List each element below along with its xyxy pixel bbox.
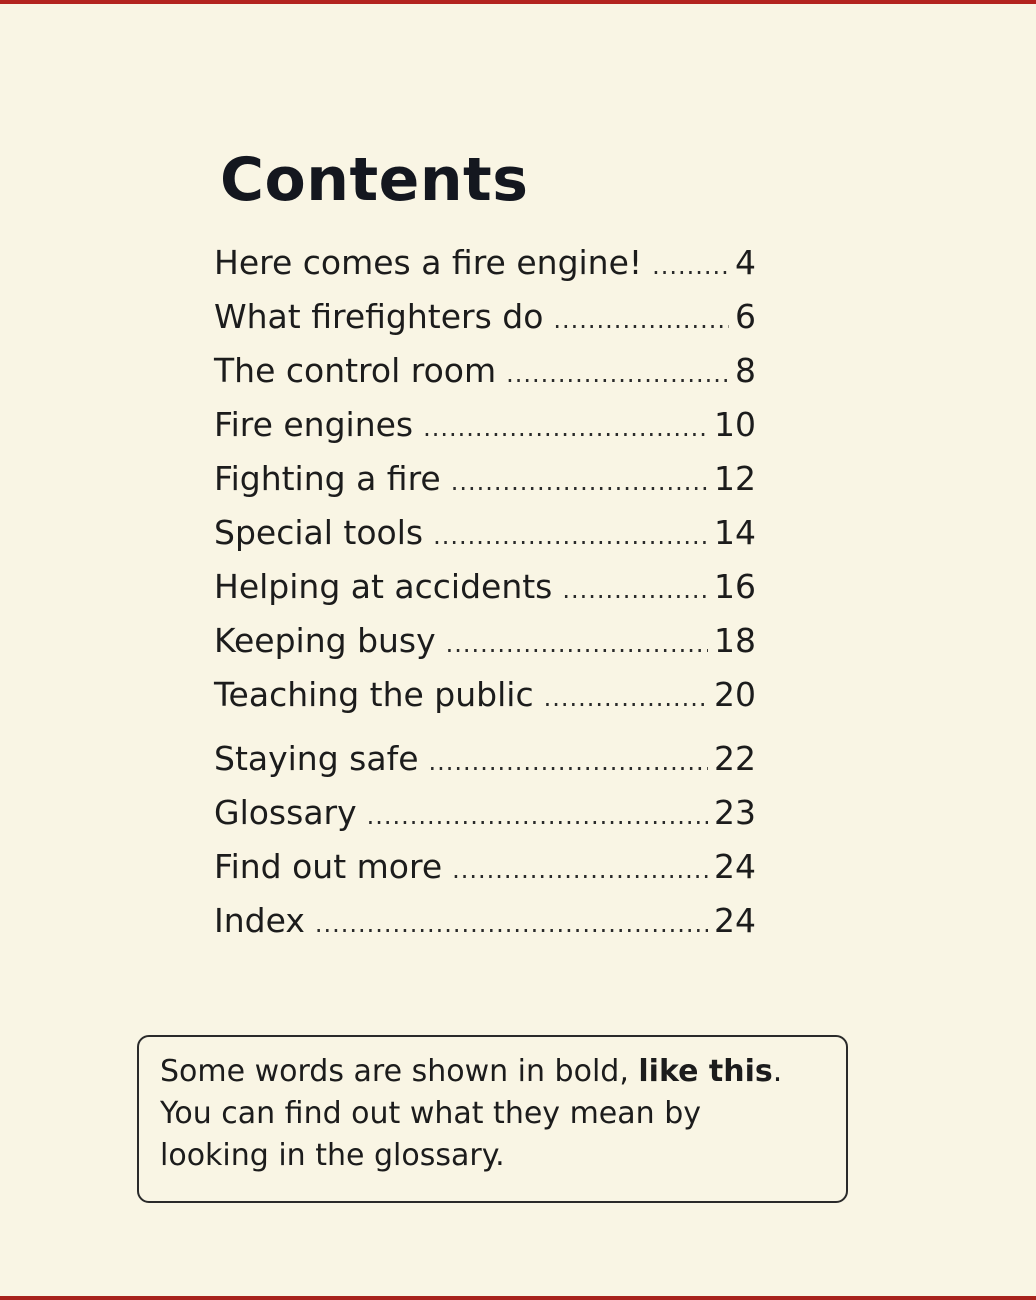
toc-entry-page: 23: [714, 793, 756, 832]
toc-entry-label: Here comes a fire engine!: [214, 243, 643, 282]
toc-entry[interactable]: [214, 894, 756, 948]
toc-entry[interactable]: [214, 560, 756, 614]
toc-entry[interactable]: [214, 236, 756, 290]
toc-leader-dots: [429, 735, 709, 789]
toc-entry[interactable]: [214, 506, 756, 560]
toc-entry[interactable]: [214, 786, 756, 840]
note-line-3: looking in the glossary.: [160, 1138, 505, 1173]
toc-leader-dots: [544, 671, 708, 725]
note-text: Some words are shown in bold,: [160, 1054, 639, 1089]
glossary-note-box: [137, 1035, 848, 1203]
toc-entry[interactable]: [214, 452, 756, 506]
toc-entry-page: 4: [735, 243, 756, 282]
note-text: .: [772, 1054, 783, 1089]
toc-leader-dots: [433, 509, 708, 563]
toc-leader-dots: [423, 401, 708, 455]
note-line-1: [160, 1051, 826, 1093]
toc-entry-page: 12: [714, 459, 756, 498]
toc-entry-label: Staying safe: [214, 739, 419, 778]
toc-entry-label: Helping at accidents: [214, 567, 553, 606]
toc-entry-page: 6: [735, 297, 756, 336]
toc-entry-page: 24: [714, 847, 756, 886]
toc-entry-label: Find out more: [214, 847, 443, 886]
toc-leader-dots: [562, 563, 708, 617]
note-line-2: You can find out what they mean by: [160, 1096, 701, 1131]
toc-entry-label: Teaching the public: [214, 675, 534, 714]
toc-entry-page: 22: [714, 739, 756, 778]
toc-entry-page: 14: [714, 513, 756, 552]
table-of-contents: [214, 236, 756, 948]
toc-leader-dots: [446, 617, 708, 671]
toc-leader-dots: [652, 239, 729, 293]
note-bold-example: like this: [638, 1054, 773, 1089]
toc-leader-dots: [506, 347, 729, 401]
toc-entry-page: 20: [714, 675, 756, 714]
toc-entry-page: 10: [714, 405, 756, 444]
top-edge-stripe: [0, 0, 1036, 4]
toc-entry-label: Index: [214, 901, 305, 940]
toc-entry-label: Fighting a fire: [214, 459, 441, 498]
bottom-edge-stripe: [0, 1296, 1036, 1300]
toc-leader-dots: [315, 897, 708, 951]
toc-entry[interactable]: [214, 290, 756, 344]
toc-entry-page: 24: [714, 901, 756, 940]
toc-entry-label: Special tools: [214, 513, 424, 552]
toc-entry[interactable]: [214, 668, 756, 722]
page-title: Contents: [220, 145, 529, 215]
toc-entry[interactable]: [214, 732, 756, 786]
toc-entry-label: Glossary: [214, 793, 357, 832]
toc-leader-dots: [451, 455, 708, 509]
toc-leader-dots: [452, 843, 708, 897]
toc-entry[interactable]: [214, 344, 756, 398]
toc-entry-page: 16: [714, 567, 756, 606]
toc-entry-label: What firefighters do: [214, 297, 544, 336]
toc-entry-page: 18: [714, 621, 756, 660]
toc-entry-label: The control room: [214, 351, 497, 390]
toc-leader-dots: [367, 789, 708, 843]
toc-entry[interactable]: [214, 840, 756, 894]
toc-entry-page: 8: [735, 351, 756, 390]
toc-leader-dots: [553, 293, 729, 347]
toc-entry-label: Fire engines: [214, 405, 414, 444]
toc-entry-label: Keeping busy: [214, 621, 436, 660]
toc-entry[interactable]: [214, 398, 756, 452]
toc-entry[interactable]: [214, 614, 756, 668]
